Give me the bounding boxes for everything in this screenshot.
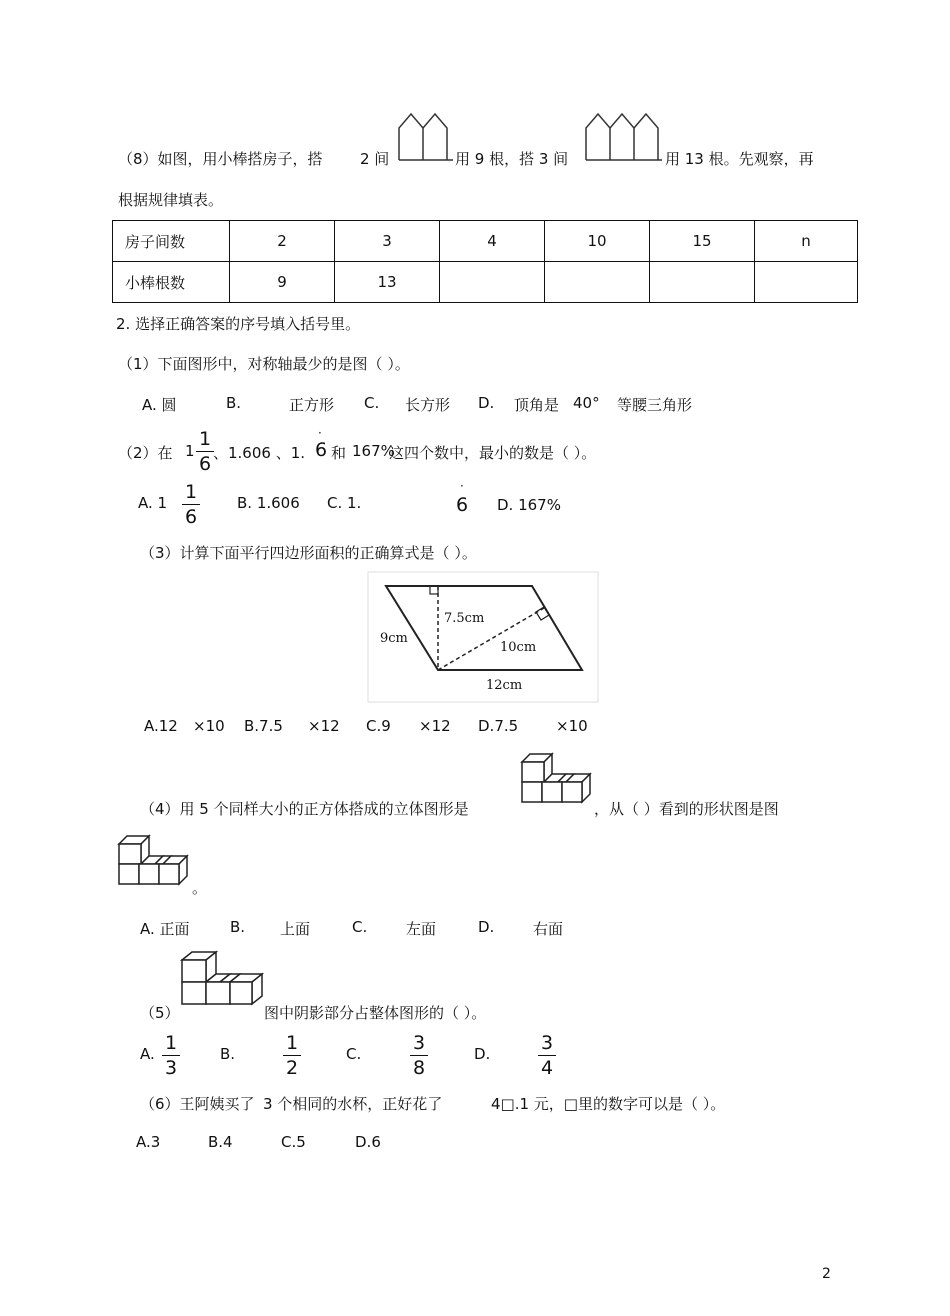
q2-and: 和 xyxy=(331,444,347,462)
fraction-numerator: 3 xyxy=(540,1032,554,1054)
table-cell: 15 xyxy=(650,221,755,262)
q5-option-fraction xyxy=(160,1032,182,1079)
label-height: 7.5cm xyxy=(444,611,485,626)
q3-option: C.9 xyxy=(366,717,391,735)
fraction-numerator: 3 xyxy=(412,1032,426,1054)
fraction-denominator: 2 xyxy=(285,1057,299,1079)
q2-option-c-digit: 6 xyxy=(456,494,469,516)
cube-solid-figure xyxy=(520,752,594,812)
answer-cell[interactable] xyxy=(755,262,858,303)
q2-lead: （2）在 xyxy=(118,444,173,462)
table-cell: 4 xyxy=(440,221,545,262)
q1-option: C. xyxy=(364,394,380,412)
q8-line1-a: （8）如图，用小棒搭房子，搭 xyxy=(118,150,323,168)
q3-option: ×12 xyxy=(308,717,340,735)
table-cell: n xyxy=(755,221,858,262)
section2-title: 2. 选择正确答案的序号填入括号里。 xyxy=(116,315,361,333)
q6-option: C.5 xyxy=(281,1133,306,1151)
q4-stem-a: （4）用 5 个同样大小的正方体搭成的立体图形是 xyxy=(140,800,469,818)
fraction-denominator: 6 xyxy=(198,453,212,475)
q1-option: 长方形 xyxy=(405,396,451,414)
q3-option: ×10 xyxy=(556,717,588,735)
q2-option-c: C. 1. xyxy=(327,494,362,512)
q3-stem: （3）计算下面平行四边形面积的正确算式是（ ）。 xyxy=(140,544,477,562)
table-row xyxy=(113,262,858,303)
q4-option: C. xyxy=(352,918,368,936)
q6-stem-b: 3 个相同的水杯，正好花了 xyxy=(263,1095,443,1113)
q5-lead: （5） xyxy=(140,1004,180,1022)
q4-option: A. 正面 xyxy=(140,920,190,938)
q5-option-label: C. xyxy=(346,1045,362,1063)
answer-cell[interactable] xyxy=(440,262,545,303)
label-diagonal: 10cm xyxy=(500,640,537,655)
table-cell: 2 xyxy=(230,221,335,262)
three-house-figure xyxy=(582,110,664,162)
q6-option: D.6 xyxy=(355,1133,381,1151)
q2-repeat-digit: 6 xyxy=(315,439,328,461)
q5-stem: 图中阴影部分占整体图形的（ ）。 xyxy=(264,1004,487,1022)
q6-option: B.4 xyxy=(208,1133,233,1151)
q2-option-b: B. 1.606 xyxy=(237,494,300,512)
q2-option-a-fraction xyxy=(180,481,202,528)
fraction-numerator: 1 xyxy=(184,481,198,503)
q3-option: B.7.5 xyxy=(244,717,283,735)
q2-option-a: A. 1 xyxy=(138,494,168,512)
table-cell: 房子间数 xyxy=(113,221,230,262)
page-number: 2 xyxy=(822,1266,831,1282)
q3-option: ×10 xyxy=(193,717,225,735)
q8-line1-c: 用 9 根，搭 3 间 xyxy=(455,150,569,168)
table-cell: 小棒根数 xyxy=(113,262,230,303)
q2-rest: 这四个数中，最小的数是（ ）。 xyxy=(389,444,597,462)
q6-option: A.3 xyxy=(136,1133,161,1151)
table-row xyxy=(113,221,858,262)
two-house-figure xyxy=(397,110,455,162)
q3-option: ×12 xyxy=(419,717,451,735)
parallelogram-figure xyxy=(368,572,600,704)
q5-option-label: D. xyxy=(474,1045,491,1063)
table-cell: 9 xyxy=(230,262,335,303)
q1-option: 40° xyxy=(573,394,600,412)
fraction-denominator: 4 xyxy=(540,1057,554,1079)
q6-stem-c: 4□.1 元，□里的数字可以是（ ）。 xyxy=(491,1095,726,1113)
q5-option-label: B. xyxy=(220,1045,236,1063)
q1-option: 顶角是 xyxy=(514,396,560,414)
fraction-numerator: 1 xyxy=(164,1032,178,1054)
q1-option: 正方形 xyxy=(289,396,335,414)
q5-option-fraction xyxy=(281,1032,303,1079)
label-base: 12cm xyxy=(486,678,523,693)
q1-option: B. xyxy=(226,394,242,412)
table-cell: 10 xyxy=(545,221,650,262)
fraction-numerator: 1 xyxy=(198,428,212,450)
q8-line1-d: 用 13 根。先观察，再 xyxy=(665,150,814,168)
view-figure xyxy=(117,834,191,892)
q4-option: D. xyxy=(478,918,495,936)
q1-option: D. xyxy=(478,394,495,412)
fraction-denominator: 3 xyxy=(164,1057,178,1079)
q4-option: B. xyxy=(230,918,246,936)
q4-end: 。 xyxy=(192,879,208,897)
fraction-denominator: 8 xyxy=(412,1057,426,1079)
answer-cell[interactable] xyxy=(650,262,755,303)
q5-option-label: A. xyxy=(140,1045,155,1063)
q2-mid: 、1.606 、1. xyxy=(213,444,306,462)
q4-stem-b: ，从（ ）看到的形状图是图 xyxy=(594,800,779,818)
q6-stem-a: （6）王阿姨买了 xyxy=(140,1095,255,1113)
q3-option: D.7.5 xyxy=(478,717,519,735)
table-cell: 3 xyxy=(335,221,440,262)
label-side: 9cm xyxy=(380,631,408,646)
repeat-dot: · xyxy=(318,426,322,440)
q5-option-fraction xyxy=(408,1032,430,1079)
q2-option-d: D. 167% xyxy=(497,496,561,514)
q2-percent: 167% xyxy=(352,442,395,460)
q4-option: 上面 xyxy=(280,920,311,938)
q5-option-fraction xyxy=(536,1032,558,1079)
fraction-denominator: 6 xyxy=(184,506,198,528)
q4-option: 左面 xyxy=(406,920,437,938)
q1-option: 等腰三角形 xyxy=(617,396,693,414)
shaded-figure xyxy=(180,950,266,1016)
answer-cell[interactable] xyxy=(545,262,650,303)
q3-option: A.12 xyxy=(144,717,178,735)
fraction-numerator: 1 xyxy=(285,1032,299,1054)
repeat-dot: · xyxy=(460,479,464,493)
q1-stem: （1）下面图形中，对称轴最少的是图（ ）。 xyxy=(118,355,410,373)
table-cell: 13 xyxy=(335,262,440,303)
q8-line1-b: 2 间 xyxy=(360,150,390,168)
q8-line2: 根据规律填表。 xyxy=(118,191,224,209)
q1-option: A. 圆 xyxy=(142,396,177,414)
pattern-table xyxy=(112,220,858,303)
q2-mixed-whole: 1 xyxy=(185,442,195,460)
q4-option: 右面 xyxy=(533,920,564,938)
